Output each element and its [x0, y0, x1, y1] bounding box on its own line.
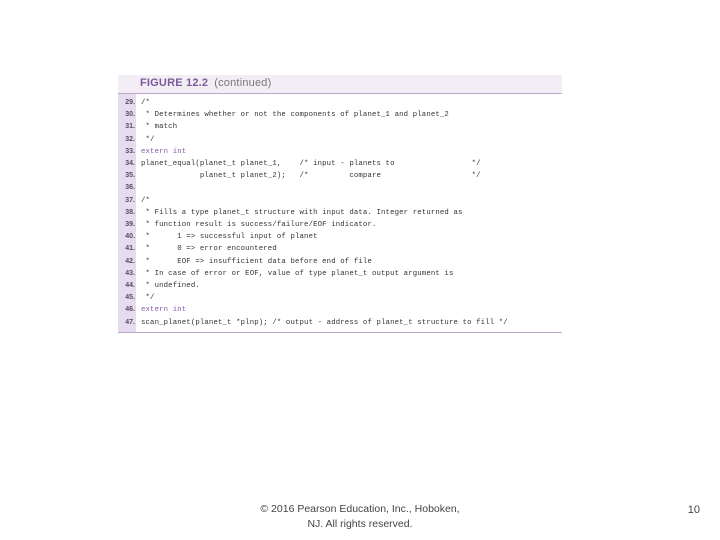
code-text: * EOF => insufficient data before end of file	[141, 257, 372, 266]
code-text: * 1 => successful input of planet	[141, 233, 318, 242]
line-number: 42.	[125, 257, 135, 265]
code-text: extern int	[141, 147, 187, 156]
figure-title	[140, 77, 271, 89]
copyright-line-2: NJ. All rights reserved.	[307, 518, 413, 530]
code-text: /*	[141, 196, 151, 205]
line-number: 34.	[125, 160, 135, 167]
code-text: * Determines whether or not the components of planet_1 and planet_2	[141, 111, 449, 120]
figure-header-rule	[118, 93, 562, 94]
code-text: * undefined.	[141, 282, 200, 290]
line-number: 29.	[125, 99, 135, 106]
figure-bottom-rule	[118, 332, 562, 333]
line-number: 44.	[125, 282, 135, 289]
figure-label: FIGURE 12.2	[140, 77, 209, 89]
page-number: 10	[687, 504, 700, 516]
line-number: 30.	[125, 111, 135, 119]
line-number: 35.	[125, 172, 135, 180]
code-text: */	[141, 135, 155, 144]
code-text: scan_planet(planet_t *plnp); /* output - address of planet_t structure to fill */	[141, 318, 508, 327]
figure-header	[118, 75, 562, 93]
code-figure	[118, 75, 562, 333]
line-number: 37.	[125, 196, 135, 204]
line-number: 47.	[125, 318, 135, 326]
line-number: 33.	[125, 147, 135, 155]
line-number: 46.	[125, 306, 135, 314]
code-text: * Fills a type planet_t structure with input data. Integer returned as	[141, 208, 463, 217]
line-number: 45.	[125, 294, 135, 302]
line-number: 32.	[125, 135, 135, 143]
line-number: 36.	[125, 184, 135, 192]
code-text: planet_equal(planet_t planet_1, /* input - planets to */	[141, 160, 481, 168]
figure-continued: (continued)	[214, 77, 272, 89]
copyright-line-1: © 2016 Pearson Education, Inc., Hoboken,	[260, 503, 460, 515]
line-number: 43.	[125, 269, 135, 277]
code-text: extern int	[141, 306, 187, 315]
line-number: 38.	[125, 208, 135, 216]
line-number: 39.	[125, 221, 135, 228]
code-text: * function result is success/failure/EOF indicator.	[141, 221, 377, 229]
line-number: 31.	[125, 123, 135, 131]
line-number: 41.	[125, 245, 135, 253]
code-text: * 0 => error encountered	[141, 245, 277, 254]
code-text: * match	[141, 123, 178, 132]
code-text: /*	[141, 99, 151, 107]
copyright-footer	[240, 502, 480, 532]
line-number: 40.	[125, 233, 135, 241]
code-text: */	[141, 294, 155, 303]
code-text: planet_t planet_2); /* compare */	[141, 172, 481, 181]
code-text: * In case of error or EOF, value of type planet_t output argument is	[141, 269, 454, 278]
